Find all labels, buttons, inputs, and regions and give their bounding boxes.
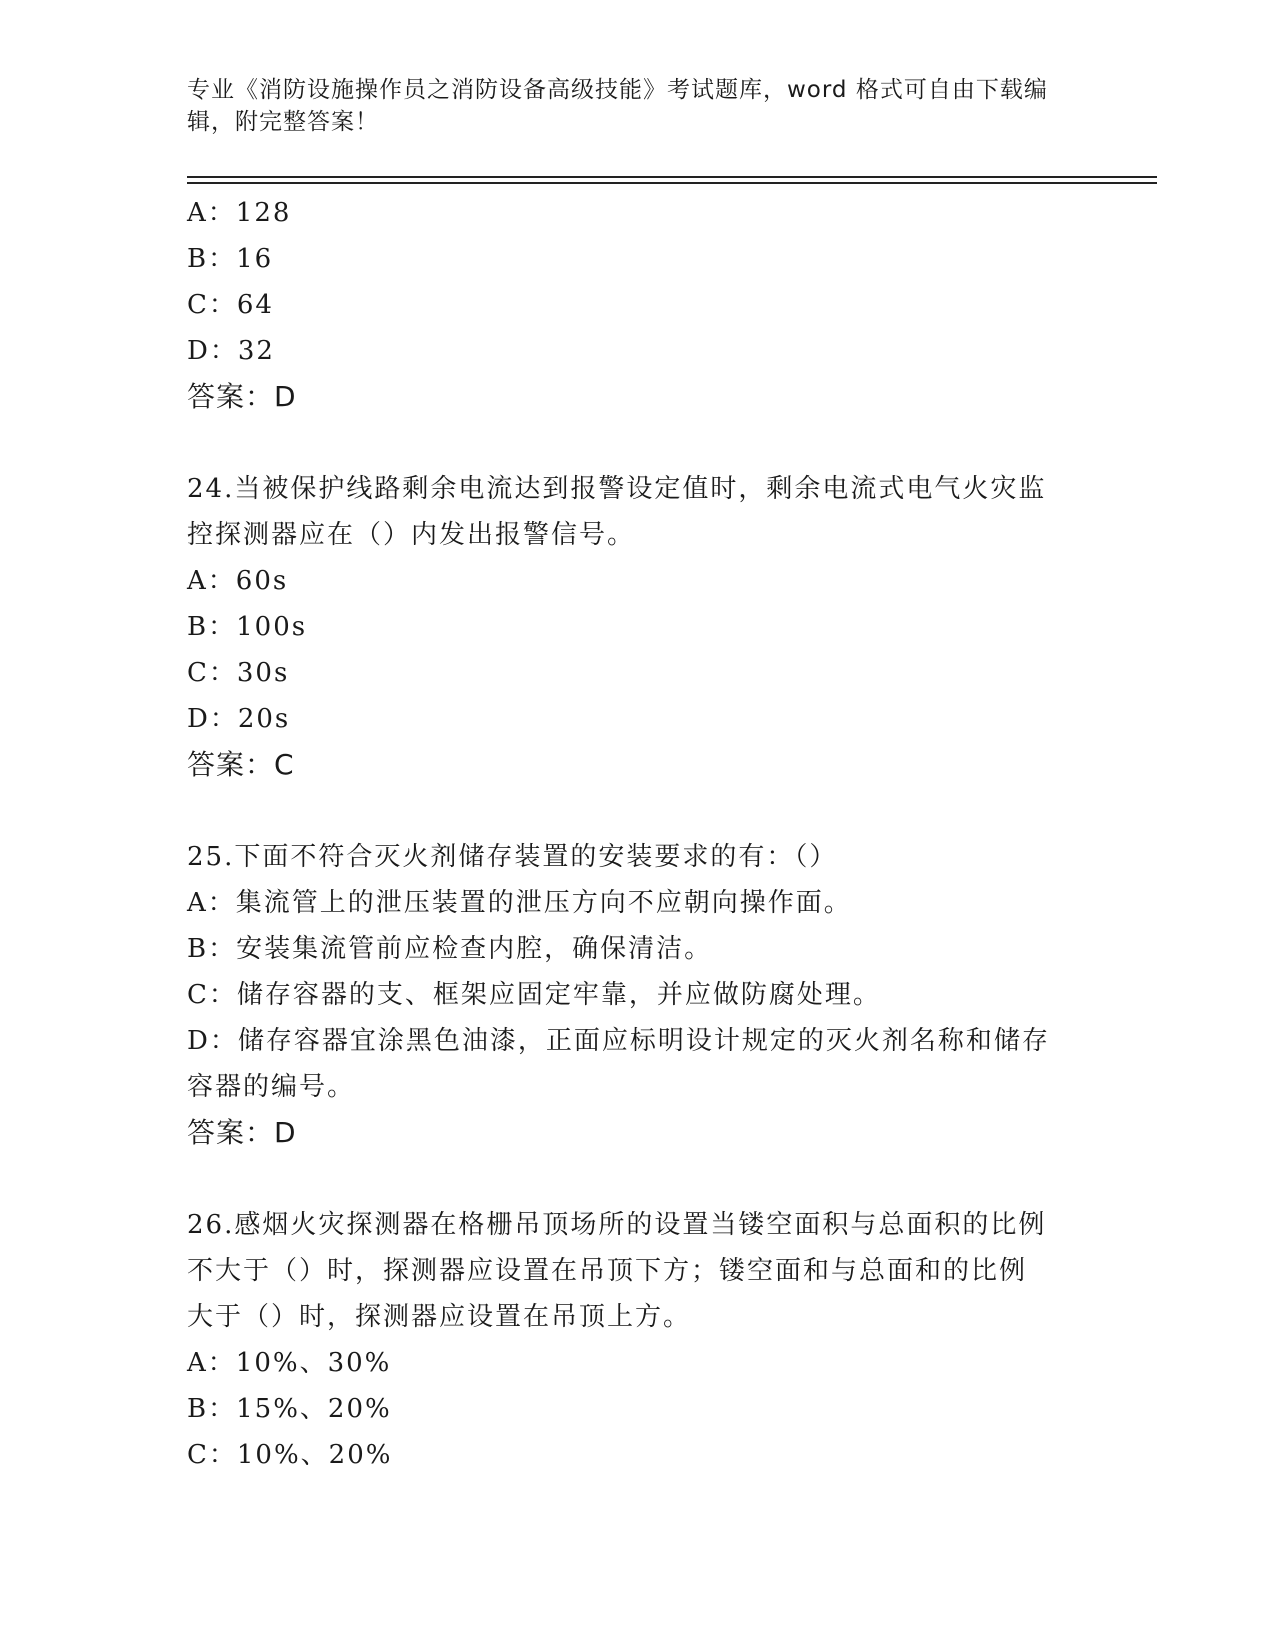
question-text-line-1: 25.下面不符合灭火剂储存装置的安装要求的有：（） <box>187 842 838 872</box>
answer-label: 答案：C <box>187 748 295 781</box>
header-rule-top <box>187 176 1157 178</box>
question-25 <box>187 834 1087 1156</box>
option-d: D：32 <box>187 336 275 366</box>
option-b: B：16 <box>187 244 274 274</box>
question-24 <box>187 466 1087 788</box>
question-text-line-3: 大于（）时，探测器应设置在吊顶上方。 <box>187 1302 692 1332</box>
option-b: B：安装集流管前应检查内腔，确保清洁。 <box>187 934 713 964</box>
option-b: B：100s <box>187 612 308 642</box>
header-rule-bottom <box>187 182 1157 184</box>
option-d: D：20s <box>187 704 291 734</box>
document-header <box>187 74 1087 138</box>
question-text-line-1: 26.感烟火灾探测器在格栅吊顶场所的设置当镂空面积与总面积的比例 <box>187 1210 1047 1240</box>
question-26 <box>187 1202 1087 1478</box>
option-c: C：30s <box>187 658 290 688</box>
question-text-line-2: 不大于（）时，探测器应设置在吊顶下方；镂空面和与总面和的比例 <box>187 1256 1028 1286</box>
answer-label: 答案：D <box>187 380 297 413</box>
option-d: D：储存容器宜涂黑色油漆，正面应标明设计规定的灭火剂名称和储存 <box>187 1026 1050 1056</box>
option-a: A：128 <box>187 198 292 228</box>
answer-label: 答案：D <box>187 1116 297 1149</box>
document-page <box>187 0 1157 1650</box>
option-a: A：10%、30% <box>187 1348 392 1378</box>
option-a: A：集流管上的泄压装置的泄压方向不应朝向操作面。 <box>187 888 852 918</box>
option-d-continued: 容器的编号。 <box>187 1072 356 1102</box>
option-c: C：64 <box>187 290 274 320</box>
option-c: C：储存容器的支、框架应固定牢靠，并应做防腐处理。 <box>187 980 881 1010</box>
header-line-1: 专业《消防设施操作员之消防设备高级技能》考试题库，word 格式可自由下载编 <box>187 77 1048 103</box>
question-text-line-2: 控探测器应在（）内发出报警信号。 <box>187 520 636 550</box>
header-line-2: 辑，附完整答案！ <box>187 109 379 135</box>
question-23 <box>187 190 1087 420</box>
question-text-line-1: 24.当被保护线路剩余电流达到报警设定值时，剩余电流式电气火灾监 <box>187 474 1047 504</box>
option-c: C：10%、20% <box>187 1440 393 1470</box>
question-list <box>187 190 1087 1478</box>
option-a: A：60s <box>187 566 289 596</box>
option-b: B：15%、20% <box>187 1394 392 1424</box>
